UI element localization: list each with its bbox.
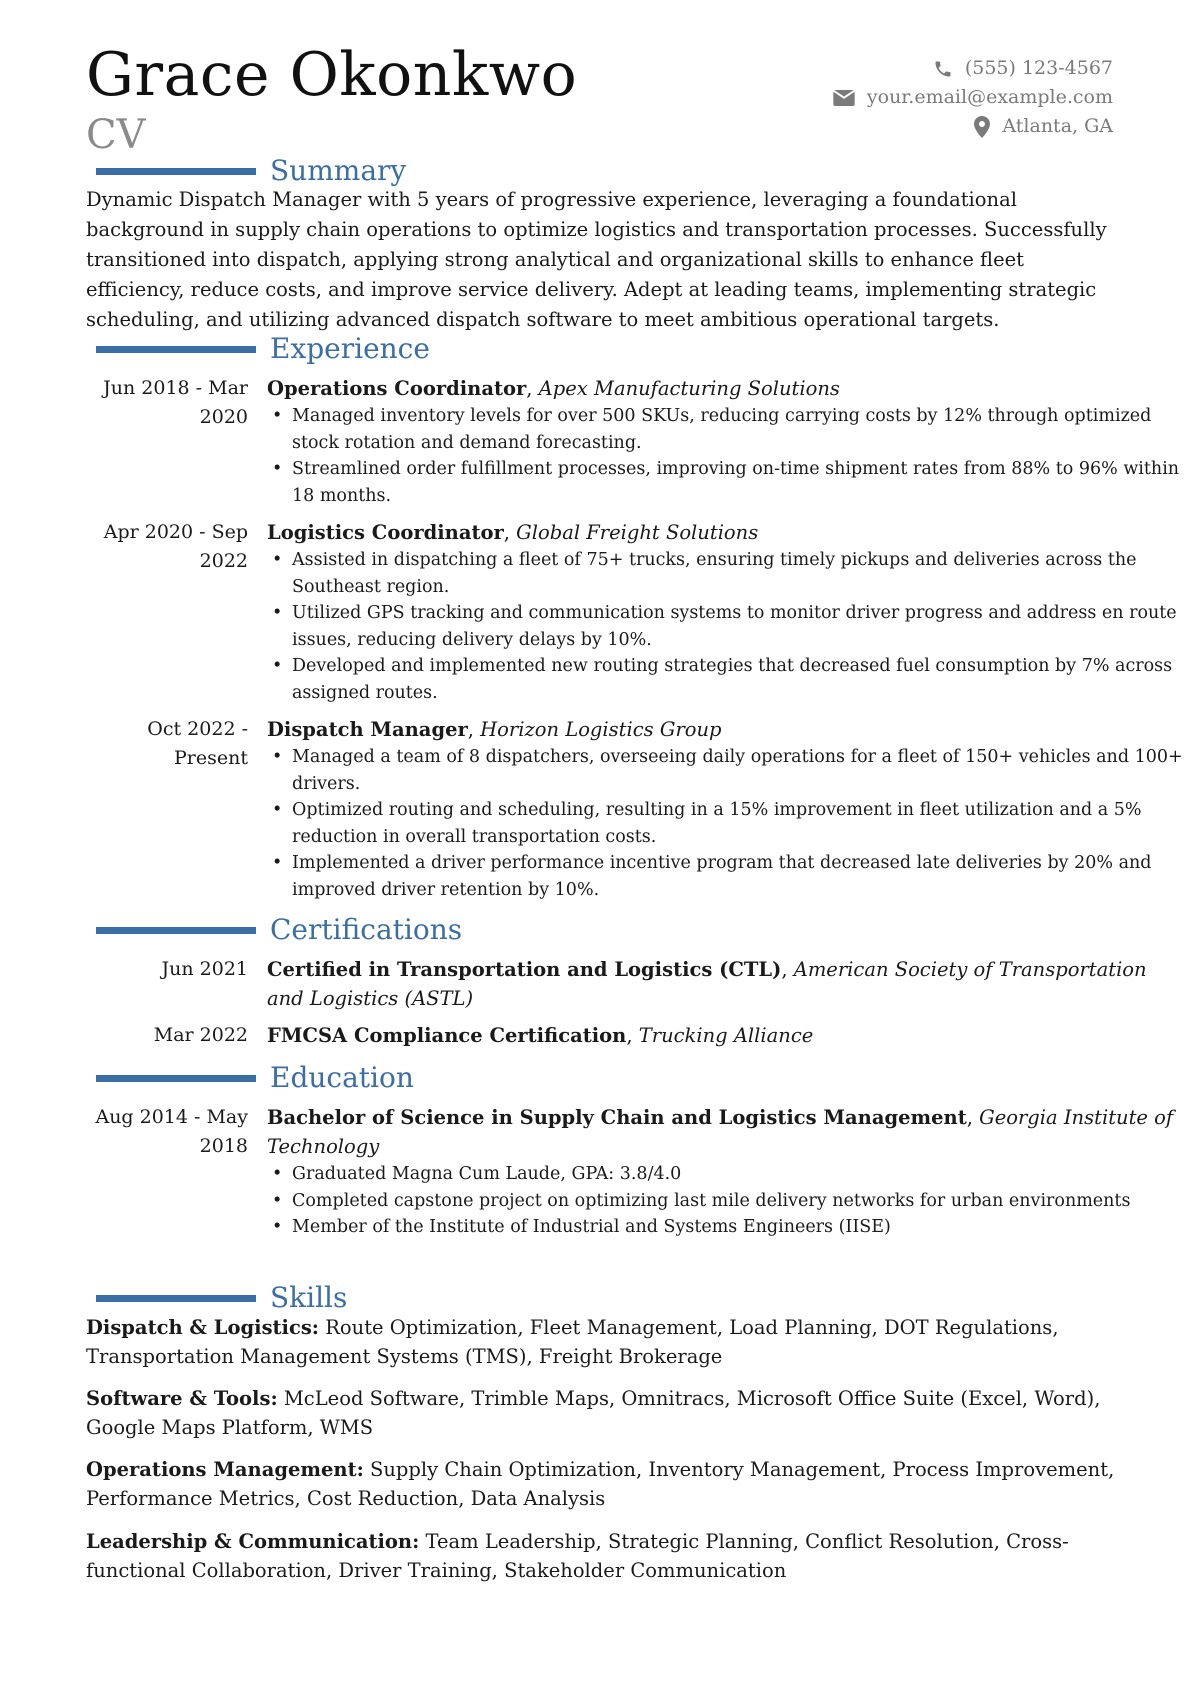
skill-label: Dispatch & Logistics: [86,1316,320,1339]
entry-role: FMCSA Compliance Certification [267,1024,627,1047]
section-accent-bar [96,168,256,175]
skill-value: Route Optimization, Fleet Management, Load Planning, DOT Regulations, Transportation Management Systems (TMS), Freight Brokerage [86,1316,1059,1368]
section-header-experience [96,332,430,366]
entry-date: Oct 2022 - Present [147,718,248,769]
entry-org: Trucking Alliance [638,1024,814,1047]
entry-org: Global Freight Solutions [516,521,759,544]
entry-date: Jun 2021 [161,958,248,980]
phone-icon [933,59,953,79]
contact-phone[interactable]: (555) 123-4567 [964,57,1113,79]
entry-role: Bachelor of Science in Supply Chain and Logistics Management [267,1106,967,1129]
entry-date: Aug 2014 - May 2018 [95,1106,248,1157]
entry-org: Apex Manufacturing Solutions [538,377,840,400]
section-header-summary [96,154,406,188]
entry-bullets [267,1161,1187,1241]
map-marker-icon [974,116,990,138]
skill-row [86,1455,1116,1513]
list-item: • Utilized GPS tracking and communication systems to monitor driver progress and address en route issues, reducing delivery delays by 10%. [292,600,1187,653]
contact-block [833,54,1113,141]
skill-label: Software & Tools: [86,1387,278,1410]
skill-row [86,1384,1116,1442]
section-accent-bar [96,346,256,353]
section-accent-bar [96,1295,256,1302]
entry-date: Apr 2020 - Sep 2022 [103,521,248,572]
section-accent-bar [96,927,256,934]
entry-date: Jun 2018 - Mar 2020 [103,377,248,428]
skill-value: Supply Chain Optimization, Inventory Management, Process Improvement, Performance Metrics, Cost Reduction, Data Analysis [86,1458,1115,1510]
list-item: • Member of the Institute of Industrial and Systems Engineers (IISE) [292,1214,1187,1241]
skill-row [86,1313,1116,1371]
cv-page: Grace Okonkwo CV (555) 123-4567 your.email@example.com Atlanta, GA Summary Dynamic Dispatch Manager with 5 years of progressive experience, leveraging a foundational background in supply chain operations to optimize logistics and transportation processes. Successfully transitioned into dispatch, applying strong analytical and organizational skills to enhance fleet efficiency, reduce costs, and improve service delivery. Adept at leading teams, implementing strategic scheduling, and utilizing advanced dispatch software to meet ambitious operational targets. Experience Jun 2018 - Mar 2020 Operations Coordinator, Apex Manufacturing Solutions • Managed inventory levels for over 500 SKUs, reducing carrying costs by 12% through optimized stock rotation and demand forecasting. • Streamlined order fulfillment processes, improving on-time shipment rates from 88% to 96% within 18 months. Apr 2020 - Sep 2022 Logistics Coordinator, Global Freight Solutions • Assisted in dispatching a fleet of 75+ trucks, ensuring timely pickups and deliveries across the Southeast region. • Utilized GPS tracking and communication systems to monitor driver progress and address en route issues, reducing delivery delays by 10%. • Developed and implemented new routing strategies that decreased fuel consumption by 7% across assigned routes. Oct 2022 - Present Dispatch Manager, Horizon Logistics Group • Managed a team of 8 dispatchers, overseeing daily operations for a fleet of 150+ vehicles and 100+ drivers. • Optimized routing and scheduling, resulting in a 15% improvement in fleet utilization and a 5% reduction in overall transportation costs. • Implemented a driver performance incentive program that decreased late deliveries by 20% and improved driver retention by 10%. Certifications Jun 2021 Certified in Transportation and Logistics (CTL), American Society of Transportation and Logistics (ASTL) Mar 2022 FMCSA Compliance Certification, Trucking Alliance Education Aug 2014 - May 2018 Bachelor of Science in Supply Chain and Logistics Management, Georgia Institute of Technology • Graduated Magna Cum Laude, GPA: 3.8/4.0 • Completed capstone project on optimizing last mile delivery networks for urban environments • Member of the Institute of Industrial and Systems Engineers (IISE) Skills Dispatch & Logistics: Route Optimization, Fleet Management, Load Planning, DOT Regulations, Transportation Management Systems (TMS), Freight Brokerage Software & Tools: McLeod Software, Trimble Maps, Omnitracs, Microsoft Office Suite (Excel, Word), Google Maps Platform, WMS Operations Management: Supply Chain Optimization, Inventory Management, Process Improvement, Performance Metrics, Cost Reduction, Data Analysis Leadership & Communication: Team Leadership, Strategic Planning, Conflict Resolution, Cross-functional Collaboration, Driver Training, Stakeholder Communication [0,0,1190,1683]
entry-role: Dispatch Manager [267,718,468,741]
envelope-icon [833,90,855,106]
list-item: • Streamlined order fulfillment processes, improving on-time shipment rates from 88% to 96% within 18 months. [292,456,1187,509]
contact-phone-row [833,54,1113,83]
skill-label: Operations Management: [86,1458,364,1481]
skill-value: McLeod Software, Trimble Maps, Omnitracs, Microsoft Office Suite (Excel, Word), Google Maps Platform, WMS [86,1387,1101,1439]
section-title: Education [270,1061,414,1094]
entry-bullets [267,403,1187,509]
entry-bullets [267,744,1187,903]
section-header-skills [96,1281,347,1315]
contact-location-row [833,112,1113,141]
section-title: Experience [270,332,430,365]
list-item: • Implemented a driver performance incentive program that decreased late deliveries by 20% and improved driver retention by 10%. [292,850,1187,903]
list-item: • Completed capstone project on optimizing last mile delivery networks for urban environments [292,1188,1187,1215]
entry-org: Georgia Institute of Technology [267,1106,1174,1158]
entry-bullets [267,547,1187,706]
entry-org: Horizon Logistics Group [480,718,722,741]
section-title: Skills [270,1281,348,1314]
list-item: • Graduated Magna Cum Laude, GPA: 3.8/4.0 [292,1161,1187,1188]
entry-role: Operations Coordinator [267,377,527,400]
contact-email[interactable]: your.email@example.com [866,86,1113,108]
list-item: • Managed inventory levels for over 500 SKUs, reducing carrying costs by 12% through optimized stock rotation and demand forecasting. [292,403,1187,456]
document-subtitle: CV [86,112,146,158]
section-header-education [96,1061,414,1095]
summary-text: Dynamic Dispatch Manager with 5 years of progressive experience, leveraging a foundational background in supply chain operations to optimize logistics and transportation processes. Successfully transitioned into dispatch, applying strong analytical and organizational skills to enhance fleet efficiency, reduce costs, and improve service delivery. Adept at leading teams, implementing strategic scheduling, and utilizing advanced dispatch software to meet ambitious operational targets. [86,188,1107,331]
section-accent-bar [96,1075,256,1082]
entry-date: Mar 2022 [153,1024,248,1046]
entry-org: American Society of Transportation and Logistics (ASTL) [267,958,1147,1010]
section-title: Certifications [270,913,463,946]
section-title: Summary [270,154,407,187]
list-item: • Developed and implemented new routing strategies that decreased fuel consumption by 7% across assigned routes. [292,653,1187,706]
list-item: • Optimized routing and scheduling, resulting in a 15% improvement in fleet utilization and a 5% reduction in overall transportation costs. [292,797,1187,850]
person-name: Grace Okonkwo [86,40,578,110]
section-header-certifications [96,913,462,947]
list-item: • Assisted in dispatching a fleet of 75+ trucks, ensuring timely pickups and deliveries across the Southeast region. [292,547,1187,600]
skill-row [86,1527,1116,1585]
list-item: • Managed a team of 8 dispatchers, overseeing daily operations for a fleet of 150+ vehicles and 100+ drivers. [292,744,1187,797]
contact-location: Atlanta, GA [1002,115,1113,137]
contact-email-row [833,83,1113,112]
skill-label: Leadership & Communication: [86,1530,420,1553]
skill-value: Team Leadership, Strategic Planning, Conflict Resolution, Cross-functional Collaboration, Driver Training, Stakeholder Communication [86,1530,1069,1582]
entry-role: Logistics Coordinator [267,521,504,544]
entry-role: Certified in Transportation and Logistics (CTL) [267,958,782,981]
